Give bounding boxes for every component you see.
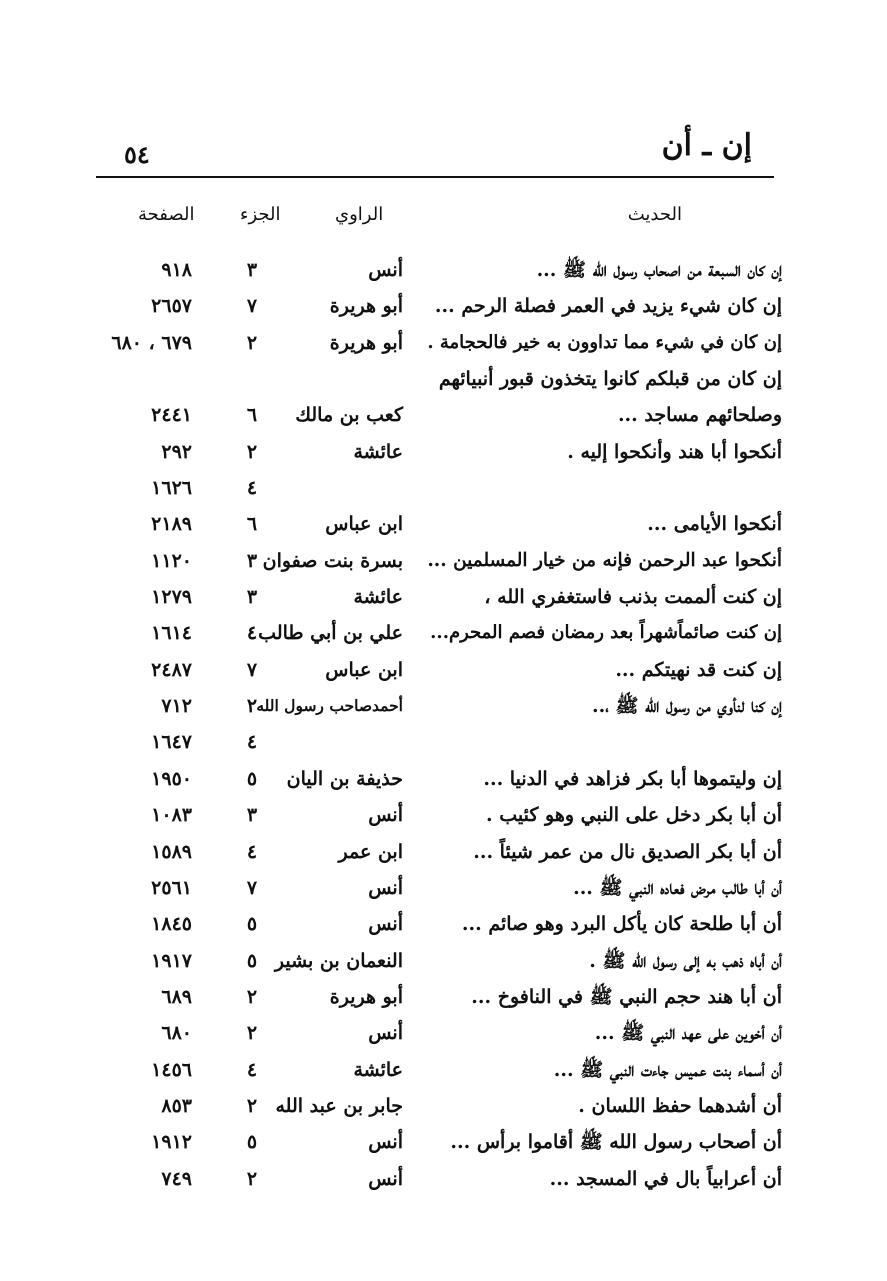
hadith-text: إن كنا لنأوي من رسول الله ﷺ ،.. xyxy=(591,695,782,718)
table-row xyxy=(0,1058,887,1094)
table-row xyxy=(0,1130,887,1166)
hadith-text: أنكحوا عبد الرحمن فإنه من خيار المسلمين ... xyxy=(427,549,782,571)
table-row xyxy=(0,258,887,294)
table-row xyxy=(0,1021,887,1057)
page-reference: ١٦٢٦ xyxy=(151,477,192,500)
hadith-text: إن كان شيء يزيد في العمر فصلة الرحم ... xyxy=(434,295,782,318)
table-row xyxy=(0,767,887,803)
page-reference: ٩١٨ xyxy=(161,259,192,281)
table-row xyxy=(0,730,887,766)
hadith-text: أن أسماء بنت عميس جاءت النبي ﷺ ... xyxy=(553,1058,782,1081)
hadith-text: إن كان في شيء مما تداوون به خير فالحجامة . xyxy=(427,331,782,353)
narrator-name: أبو هريرة xyxy=(329,331,403,354)
hadith-text: أنكحوا الأيامى ... xyxy=(647,513,782,536)
page-reference: ٢١٨٩ xyxy=(151,513,192,536)
narrator-name: عائشة xyxy=(353,1058,403,1081)
table-row xyxy=(0,331,887,367)
volume-number: ٧ xyxy=(246,658,258,681)
page-number: ٥٤ xyxy=(124,140,150,169)
volume-number: ٧ xyxy=(246,295,258,318)
narrator-name: أحمدصاحب رسول الله xyxy=(256,696,403,716)
table-row xyxy=(0,621,887,657)
page-reference: ٢٦٥٧ xyxy=(151,295,192,318)
narrator-name: بسرة بنت صفوان xyxy=(262,549,403,572)
hadith-text: أن أبا هند حجم النبي ﷺ في النافوخ ... xyxy=(471,985,782,1008)
page-reference: ١٤٥٦ xyxy=(151,1058,192,1081)
volume-number: ٢ xyxy=(246,440,258,463)
volume-number: ٥ xyxy=(246,767,258,790)
page-reference: ٢٤٤١ xyxy=(151,404,192,427)
page-reference: ٢٥٦١ xyxy=(151,876,192,899)
hadith-text: أن أبا طالب مرض فعاده النبي ﷺ ... xyxy=(573,876,782,899)
hadith-text: إن كان السبعة من اصحاب رسول الله ﷺ ... xyxy=(536,259,782,281)
page-reference: ٨٥٣ xyxy=(161,1094,192,1117)
narrator-name: عائشة xyxy=(353,440,403,463)
hadith-text: إن كان من قبلكم كانوا يتخذون قبور أنبيائهم xyxy=(438,368,782,391)
page-reference: ١٥٨٩ xyxy=(151,840,192,863)
hadith-text: إن كنت ألممت بذنب فاستغفري الله ، xyxy=(484,586,782,609)
table-row xyxy=(0,476,887,512)
table-row xyxy=(0,694,887,730)
narrator-name: أنس xyxy=(368,1022,403,1045)
narrator-name: علي بن أبي طالب xyxy=(258,622,403,645)
table-row xyxy=(0,949,887,985)
volume-number: ٣ xyxy=(246,549,258,572)
page-reference: ٦٨٠ xyxy=(161,1022,192,1045)
volume-number: ٢ xyxy=(246,1022,258,1045)
page-reference: ١٩٥٠ xyxy=(151,767,192,790)
page-reference: ١٦١٤ xyxy=(151,622,192,645)
narrator-name: ابن عباس xyxy=(325,658,403,681)
narrator-name: حذيفة بن اليان xyxy=(286,767,403,790)
page-reference: ٧٤٩ xyxy=(161,1167,192,1190)
narrator-name: أنس xyxy=(368,876,403,899)
narrator-name: عائشة xyxy=(353,586,403,609)
table-row xyxy=(0,512,887,548)
hadith-text: إن كنت قد نهيتكم ... xyxy=(615,658,782,681)
column-header-page: الصفحة xyxy=(138,204,195,225)
volume-number: ٥ xyxy=(246,1131,258,1154)
page-reference: ١٩١٢ xyxy=(151,1131,192,1154)
table-row xyxy=(0,1167,887,1203)
hadith-text: أن أبا بكر دخل على النبي وهو كئيب . xyxy=(486,804,782,827)
hadith-text: إن كنت صائماًشهراً بعد رمضان فصم المحرم... xyxy=(430,622,782,644)
narrator-name: ابن عمر xyxy=(338,840,403,863)
narrator-name: أنس xyxy=(368,913,403,936)
hadith-text: أن أعرابياً بال في المسجد ... xyxy=(549,1167,782,1190)
narrator-name: أنس xyxy=(368,259,403,281)
hadith-text: أن أبا بكر الصديق نال من عمر شيئاً ... xyxy=(473,840,782,863)
volume-number: ٢ xyxy=(246,985,258,1008)
volume-number: ٥ xyxy=(246,913,258,936)
volume-number: ٢ xyxy=(246,331,258,354)
volume-number: ٤ xyxy=(246,1058,258,1081)
page-reference: ٢٩٢ xyxy=(161,440,192,463)
volume-number: ٣ xyxy=(246,804,258,827)
page-reference: ١١٢٠ xyxy=(151,549,192,572)
page-reference: ١٦٤٧ xyxy=(151,731,192,754)
page-reference: ٦٨٩ xyxy=(161,985,192,1008)
volume-number: ٥ xyxy=(246,949,258,972)
volume-number: ٧ xyxy=(246,876,258,899)
table-row xyxy=(0,803,887,839)
narrator-name: أبو هريرة xyxy=(329,985,403,1008)
narrator-name: أبو هريرة xyxy=(329,295,403,318)
page-reference: ٢٤٨٧ xyxy=(151,658,192,681)
index-table xyxy=(0,258,887,1203)
hadith-text: أنكحوا أبا هند وأنكحوا إليه . xyxy=(567,440,782,463)
volume-number: ٤ xyxy=(246,840,258,863)
table-row xyxy=(0,840,887,876)
narrator-name: أنس xyxy=(368,1167,403,1190)
table-row xyxy=(0,549,887,585)
narrator-name: كعب بن مالك xyxy=(295,404,403,427)
hadith-text: أن أبا طلحة كان يأكل البرد وهو صائم ... xyxy=(461,913,782,936)
volume-number: ٤ xyxy=(246,477,258,500)
narrator-name: أنس xyxy=(368,804,403,827)
table-row xyxy=(0,658,887,694)
narrator-name: جابر بن عبد الله xyxy=(275,1094,403,1117)
table-row xyxy=(0,585,887,621)
table-row xyxy=(0,912,887,948)
hadith-text: أن أشدهما حفظ اللسان . xyxy=(578,1094,782,1117)
volume-number: ٦ xyxy=(246,513,258,536)
table-row xyxy=(0,403,887,439)
page-reference: ١٠٨٣ xyxy=(151,804,192,827)
table-row xyxy=(0,876,887,912)
hadith-text: أن أخوين على عهد النبي ﷺ ... xyxy=(594,1022,782,1045)
table-row xyxy=(0,1094,887,1130)
table-row xyxy=(0,985,887,1021)
volume-number: ٤ xyxy=(246,731,258,754)
header-rule xyxy=(96,176,774,178)
narrator-name: ابن عباس xyxy=(325,513,403,536)
volume-number: ٢ xyxy=(246,1094,258,1117)
hadith-text: إن وليتموها أبا بكر فزاهد في الدنيا ... xyxy=(483,767,782,790)
page-reference: ٧١٢ xyxy=(161,695,192,718)
page-reference: ١٨٤٥ xyxy=(151,913,192,936)
hadith-text: أن أصحاب رسول الله ﷺ أقاموا برأس ... xyxy=(450,1131,782,1154)
hadith-text: أن أباه ذهب به إلى رسول الله ﷺ . xyxy=(589,949,782,972)
volume-number: ٣ xyxy=(246,259,258,281)
page-reference: ١٩١٧ xyxy=(151,949,192,972)
hadith-text: وصلحائهم مساجد ... xyxy=(617,404,782,427)
column-header-volume: الجزء xyxy=(240,204,281,225)
page-reference: ١٢٧٩ xyxy=(151,586,192,609)
page-reference: ٦٧٩ ، ٦٨٠ xyxy=(111,331,192,354)
volume-number: ٢ xyxy=(246,1167,258,1190)
column-header-narrator: الراوي xyxy=(335,204,384,225)
narrator-name: أنس xyxy=(368,1131,403,1154)
table-row xyxy=(0,440,887,476)
running-title: إن ـ أن xyxy=(661,128,752,163)
table-row xyxy=(0,294,887,330)
volume-number: ٤ xyxy=(246,622,258,645)
column-header-hadith: الحديث xyxy=(627,204,682,225)
narrator-name: النعمان بن بشير xyxy=(274,949,403,972)
volume-number: ٣ xyxy=(246,586,258,609)
volume-number: ٢ xyxy=(246,695,258,718)
volume-number: ٦ xyxy=(246,404,258,427)
table-row xyxy=(0,367,887,403)
